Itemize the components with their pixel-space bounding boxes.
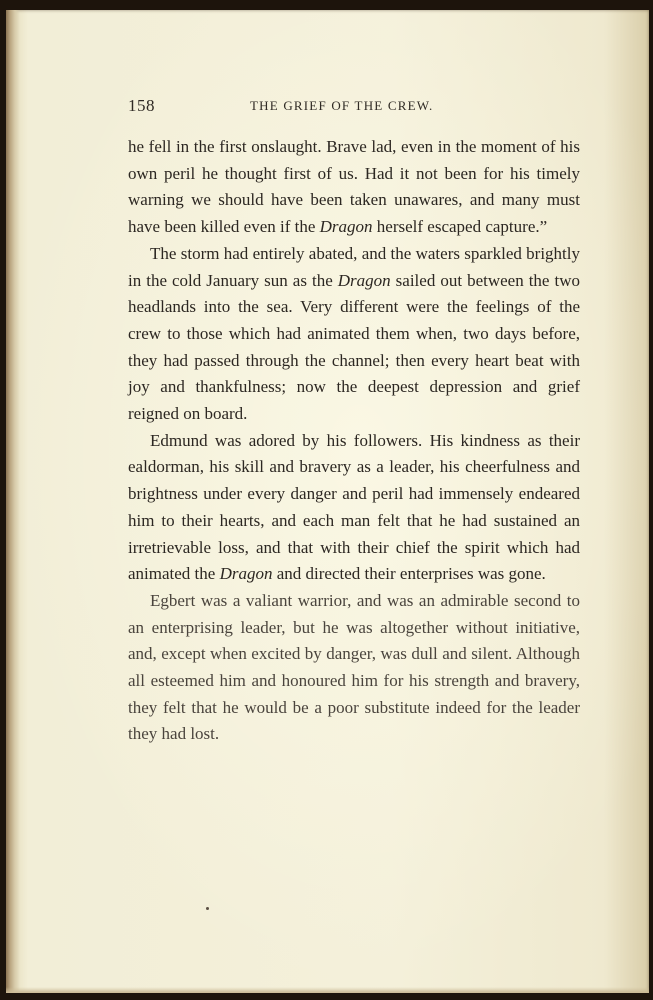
paragraph-text: Edmund was adored by his followers. His kindness as their ealdorman, his skill and bravery as a leader, his cheerfulness and brightness under every danger and peril had immensely endeared him to their hearts, and each man felt that he had sustained an irretrievable loss, and that with their chief the spirit which had animated the <box>128 430 580 584</box>
paragraph-text: sailed out between the two headlands into the sea. Very different were the feelings of the crew to those which had animated them when, two days before, they had passed through the channel; then every heart beat with joy and thankfulness; now the deepest depression and grief reigned on board. <box>128 270 580 424</box>
running-head: THE GRIEF OF THE CREW. <box>250 98 434 113</box>
paragraph-egbert <box>128 588 580 748</box>
paragraph-text: and directed their enterprises was gone. <box>272 564 546 584</box>
ink-speck <box>206 907 209 910</box>
paragraph-edmund <box>128 428 580 588</box>
binding-gutter <box>6 10 20 993</box>
ship-name-italic: Dragon <box>319 217 373 237</box>
page-number: 158 <box>128 96 155 115</box>
paragraph-text: Egbert was a valiant warrior, and was an admirable second to an enterprising leader, but he was altogether without initiative, and, except when excited by danger, was dull and silent. Although all esteemed him and honoured him for his strength and bravery, they felt that he would be a poor substitute indeed for the leader they had lost. <box>128 590 580 744</box>
body-text <box>128 134 580 748</box>
paragraph-continuation <box>128 134 580 241</box>
paragraph-text: herself escaped capture.” <box>372 217 548 237</box>
page-bottom-edge <box>6 987 649 993</box>
page-header <box>128 96 580 120</box>
paragraph-storm-abated <box>128 241 580 428</box>
ship-name-italic: Dragon <box>337 270 391 290</box>
paragraph-text: he fell in the first onslaught. Brave lad, even in the moment of his own peril he thought first of us. Had it not been for his timely warning we should have been taken unawares, and many must have been killed even if the <box>128 137 580 237</box>
paragraph-text: The storm had entirely abated, and the waters sparkled brightly in the cold January sun as the <box>128 243 580 290</box>
ship-name-italic: Dragon <box>219 564 273 584</box>
